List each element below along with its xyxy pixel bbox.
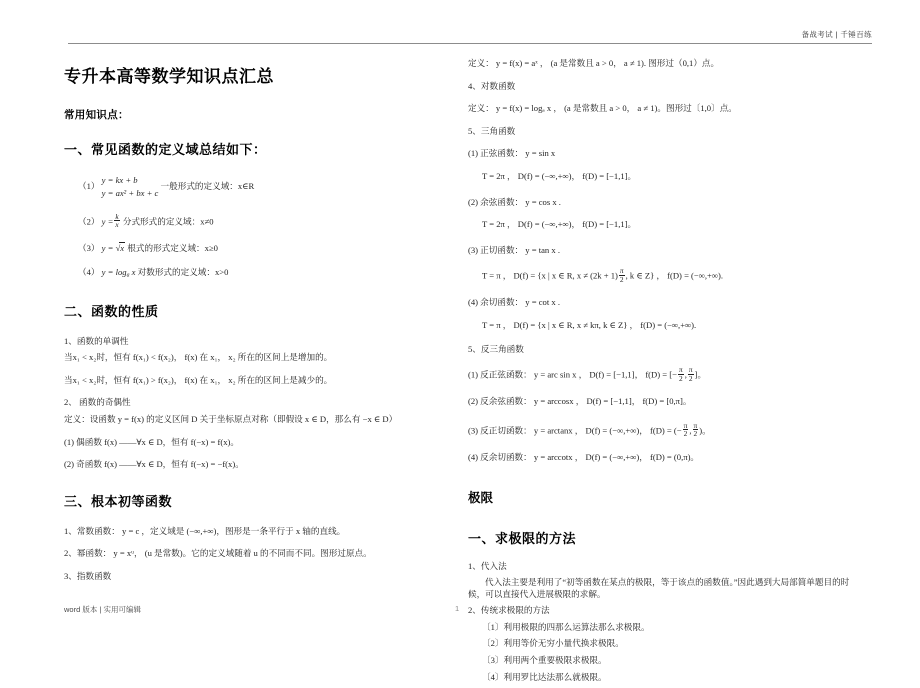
domain-item-1-note: 一般形式的定义域：x∈R [160,180,255,191]
arcsin-pre: (1) 反正弦函数： y = arc sin x ， D(f) = [−1,1]， f(D) = [− [468,369,677,380]
domain-item-3-lhs: y = [101,242,114,253]
arctan-pre: (3) 反正切函数： y = arctanx ， D(f) = (−∞,+∞)， f(D) = (− [468,425,682,436]
domain-item-2 [64,213,459,229]
arctan-fraction-upper [693,422,699,438]
domain-item-3-label: （3） [78,242,100,253]
domain-item-4-note: 对数形式的定义域：x>0 [137,267,229,278]
cotangent-label: (4) 余切函数： y = cot x . [468,297,560,308]
arcsin-mid: , [684,369,687,380]
domain-item-4 [64,267,459,280]
domain-item-3-radicand: x [120,242,125,253]
inverse-trig-title: 5、反三角函数 [468,343,524,354]
arcsin-post: ]。 [694,369,707,380]
tangent-properties [468,267,863,283]
heading-limit-methods: 一、求极限的方法 [468,530,577,546]
footer-page-number: 1 [455,604,460,613]
arctan-line [468,422,863,438]
traditional-method-item-3: 〔3〕利用两个重要极限求极限。 [482,655,607,666]
tangent-properties-pre: T = π ， D(f) = {x | x ∈ R, x ≠ (2k + 1) [482,270,618,281]
page-title: 专升本高等数学知识点汇总 [64,67,274,86]
substitution-method-title: 1、代入法 [468,560,507,571]
tangent-properties-post: , k ∈ Z} ， f(D) = (−∞,+∞). [625,270,724,281]
constant-function: 1、常数函数： y = c ，定义域是 (−∞,+∞)，图形是一条平行于 x 轴的直线。 [64,525,346,536]
heading-limits: 极限 [468,490,494,505]
domain-item-4-arg: x [131,267,136,278]
logarithmic-function-title: 4、对数函数 [468,80,516,91]
subtitle-common-knowledge: 常用知识点： [64,109,129,121]
arctan-fraction-lower [683,420,692,439]
heading-section-three: 三、根本初等函数 [64,493,173,509]
traditional-method-item-1: 〔1〕利用极限的四那么运算法那么求极限。 [482,621,650,632]
exponential-definition: 定义： y = f(x) = aˣ ， (a 是常数且 a > 0， a ≠ 1). 图形过（0,1）点。 [468,58,720,68]
arctan-post: )。 [699,425,711,436]
cosine-properties: T = 2π ， D(f) = (−∞,+∞)， f(D) = [−1,1]。 [482,219,637,230]
monotonicity-decreasing: 当x₁ < x₂时，恒有 f(x₁) > f(x₂)， f(x) 在 x₁， x₂ 所在的区间上是减少的。 [64,374,333,385]
domain-item-2-numerator: k [115,211,119,221]
domain-item-2-note: 分式形式的定义域：x≠0 [122,216,214,227]
domain-item-2-fraction [114,213,119,229]
tangent-fraction-numerator: π [619,266,624,276]
cotangent-properties: T = π ， D(f) = {x | x ∈ R, x ≠ kπ, k ∈ Z} ， f(D) = (−∞,+∞). [482,320,697,330]
parity-title: 2、 函数的奇偶性 [64,397,131,408]
page-footer [64,604,872,620]
arctan-frac1-den: 2 [683,429,688,439]
domain-item-1-formula-a: y = kx + b [101,175,138,185]
logarithmic-definition: 定义： y = f(x) = logₐ x ， (a 是常数且 a > 0， a ≠ 1)。图形过〔1,0〕点。 [468,103,737,114]
domain-item-3 [64,242,459,255]
even-function: (1) 偶函数 f(x) ——∀x ∈ D，恒有 f(−x) = f(x)。 [64,436,239,447]
power-function: 2、幂函数： y = xᵘ， (u 是常数)。它的定义域随着 u 的不同而不同。图形过原点。 [64,548,372,559]
traditional-method-title: 2、传统求极限的方法 [468,605,550,616]
heading-section-one: 一、常见函数的定义域总结如下： [64,142,267,157]
parity-definition: 定义：设函数 y = f(x) 的定义区间 D 关于坐标原点对称（即假设 x ∈ D，那么有 −x ∈ D） [64,413,398,424]
domain-item-4-label: （4） [78,267,100,278]
domain-item-2-lhs: y = [101,216,114,227]
footer-left-text: word 版本 | 实用可编辑 [64,605,141,614]
domain-item-2-denominator: x [115,220,119,230]
arctan-mid: , [689,425,692,436]
tangent-fraction [619,267,625,283]
domain-item-4-base: a [126,272,130,279]
domain-item-1 [64,174,459,200]
traditional-method-item-4: 〔4〕利用罗比达法那么就极限。 [482,671,607,682]
arccos-line: (2) 反余弦函数： y = arccosx ， D(f) = [−1,1]， f(D) = [0,π]。 [468,396,692,407]
arctan-frac1-num: π [683,420,688,430]
arcsin-frac2-den: 2 [688,373,693,383]
left-column [64,58,459,590]
tangent-label: (3) 正切函数： y = tan x . [468,244,560,255]
monotonicity-title: 1、函数的单调性 [64,335,129,346]
right-column [468,58,863,688]
cosine-label: (2) 余弦函数： y = cos x . [468,196,561,207]
radical-icon: √ [115,242,121,253]
trigonometric-title: 5、三角函数 [468,125,516,136]
arcsin-fraction-lower [678,366,684,382]
arccot-line: (4) 反余切函数： y = arccotx ， D(f) = (−∞,+∞)， f(D) = (0,π)。 [468,451,700,462]
arcsin-fraction-upper [688,366,694,382]
substitution-method-body: 代入法主要是利用了“初等函数在某点的极限，等于该点的函数值。”因此遇到大局部简单题目的时候，可以直接代入进展极限的求解。 [468,577,850,599]
exponential-function-title: 3、指数函数 [64,570,112,581]
domain-item-3-note: 根式的形式定义域：x≥0 [127,242,218,253]
domain-item-1-formula-b: y = ax² + bx + c [101,187,159,198]
page-header [68,18,872,44]
monotonicity-increasing: 当x₁ < x₂时，恒有 f(x₁) < f(x₂)， f(x) 在 x₁， x₂ 所在的区间上是增加的。 [64,352,333,363]
sine-properties: T = 2π ， D(f) = (−∞,+∞)， f(D) = [−1,1]。 [482,170,637,181]
heading-section-two: 二、函数的性质 [64,303,159,319]
tangent-fraction-denominator: 2 [619,274,624,284]
domain-item-1-formulas [102,174,159,200]
arcsin-line [468,366,863,382]
arcsin-frac1-den: 2 [678,373,683,383]
arcsin-frac1-num: π [678,365,683,375]
domain-item-2-label: （2） [78,216,100,227]
domain-item-4-lhs: y = log [101,267,127,278]
arctan-frac2-num: π [693,420,698,430]
arctan-frac2-den: 2 [693,429,698,439]
sine-label: (1) 正弦函数： y = sin x [468,148,556,159]
domain-item-1-label: （1） [78,180,100,191]
traditional-method-item-2: 〔2〕利用等价无穷小量代换求极限。 [482,638,624,649]
arcsin-frac2-num: π [688,365,693,375]
header-text: 备战考试 | 千锤百练 [801,30,872,39]
odd-function: (2) 奇函数 f(x) ——∀x ∈ D，恒有 f(−x) = −f(x)。 [64,459,244,470]
